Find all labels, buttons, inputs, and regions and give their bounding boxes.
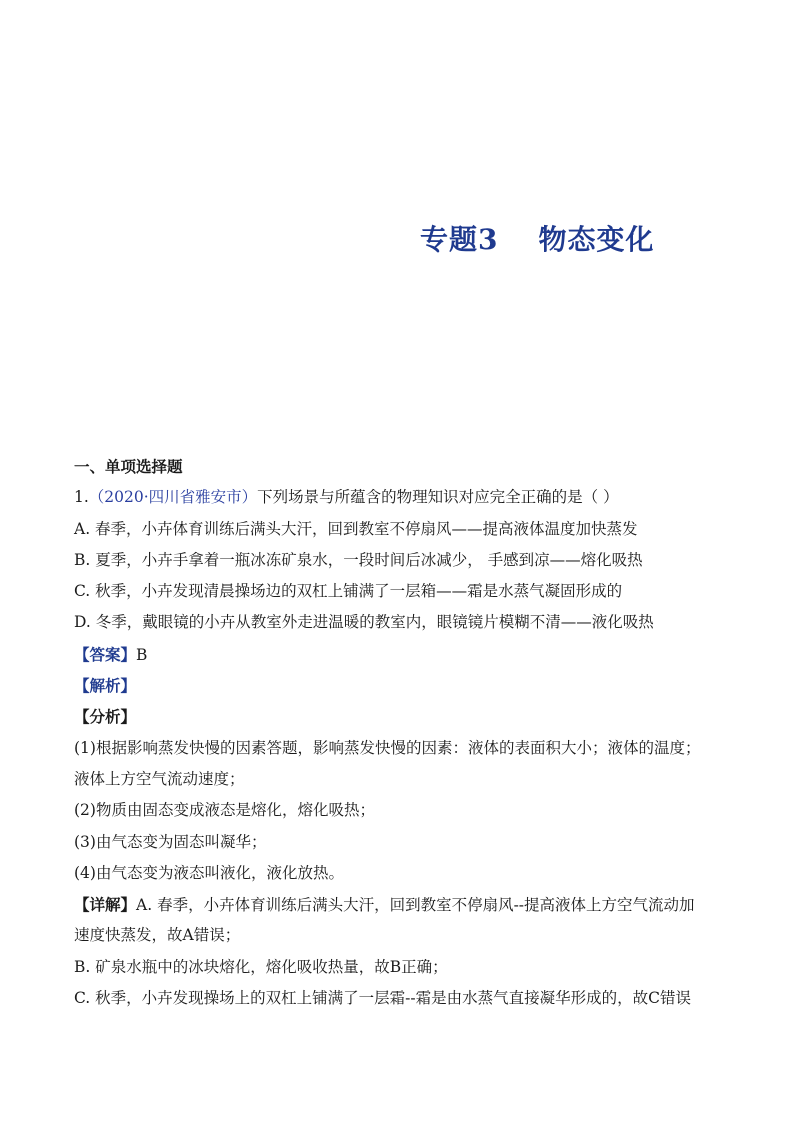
fenxi-line: (4)由气态变为液态叫液化，液化放热。 <box>74 863 344 882</box>
topic-number: 专题3 <box>420 223 499 256</box>
option-b: B. 夏季，小卉手拿着一瓶冰冻矿泉水，一段时间后冰减少， 手感到凉——熔化吸热 <box>74 550 643 569</box>
question-stem: 下列场景与所蕴含的物理知识对应完全正确的是（ ） <box>257 488 619 507</box>
option-a: A. 春季，小卉体育训练后满头大汗，回到教室不停扇风——提高液体温度加快蒸发 <box>74 519 638 538</box>
detail-text: A. 春季，小卉体育训练后满头大汗，回到教室不停扇风--提高液体上方空气流动加 <box>136 896 695 915</box>
detail-line <box>74 889 734 920</box>
question-stem-line <box>74 482 734 513</box>
answer-line <box>74 639 734 670</box>
answer-value: B <box>136 645 148 664</box>
fenxi-line: (3)由气态变为固态叫凝华； <box>74 832 267 851</box>
detail-line: C. 秋季，小卉发现操场上的双杠上铺满了一层霜--霜是由水蒸气直接凝华形成的，故C错误 <box>74 989 691 1008</box>
detail-line: 速度快蒸发，故A错误； <box>74 926 241 945</box>
page-title <box>420 218 655 262</box>
option-d: D. 冬季，戴眼镜的小卉从教室外走进温暖的教室内，眼镜镜片模糊不清——液化吸热 <box>74 613 654 632</box>
section-heading: 一、单项选择题 <box>74 457 183 476</box>
question-number: 1. <box>74 488 89 507</box>
option-c: C. 秋季，小卉发现清晨操场边的双杠上铺满了一层箱——霜是水蒸气凝固形成的 <box>74 582 623 601</box>
topic-name: 物态变化 <box>538 223 655 256</box>
detail-line: B. 矿泉水瓶中的冰块熔化，熔化吸收热量，故B正确； <box>74 957 448 976</box>
fenxi-line: (1)根据影响蒸发快慢的因素答题，影响蒸发快慢的因素：液体的表面积大小；液体的温度； <box>74 738 701 757</box>
question-source: （2020·四川省雅安市） <box>88 488 258 507</box>
document-body <box>74 451 734 1014</box>
fenxi-label: 【分析】 <box>74 707 137 727</box>
fenxi-line: 液体上方空气流动速度； <box>74 769 245 788</box>
detail-label: 【详解】 <box>74 895 137 915</box>
answer-label: 【答案】 <box>74 644 137 664</box>
analysis-label: 【解析】 <box>74 676 137 696</box>
fenxi-line: (2)物质由固态变成液态是熔化，熔化吸热； <box>74 801 375 820</box>
